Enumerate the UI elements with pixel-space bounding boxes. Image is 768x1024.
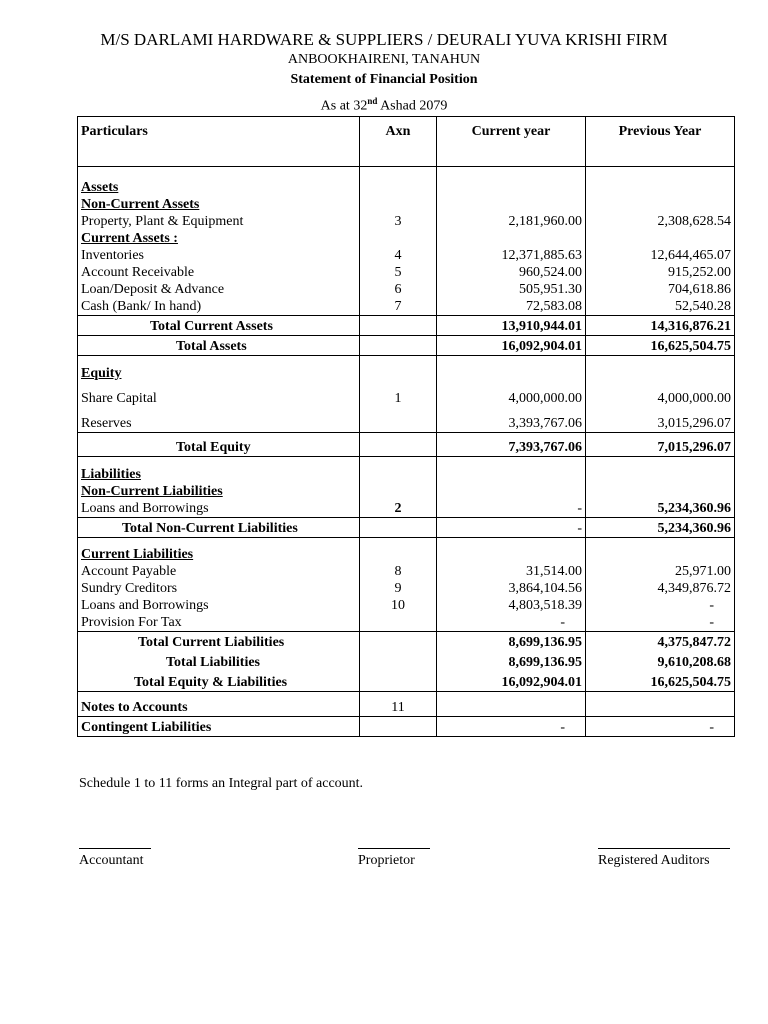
row-current: 4,803,518.39 xyxy=(437,597,586,614)
row-axn: 2 xyxy=(360,500,437,518)
row-current: 505,951.30 xyxy=(437,281,586,298)
signature-label: Accountant xyxy=(79,853,144,868)
total-row xyxy=(78,671,735,691)
row-previous: 3,015,296.07 xyxy=(586,407,735,432)
total-current: 16,092,904.01 xyxy=(437,671,586,691)
total-label: Total Current Liabilities xyxy=(78,631,360,651)
row-current: - xyxy=(437,614,586,632)
row-previous: 4,349,876.72 xyxy=(586,580,735,597)
row-previous: 2,308,628.54 xyxy=(586,213,735,230)
total-current: 8,699,136.95 xyxy=(437,651,586,671)
signature-label: Proprietor xyxy=(358,853,415,868)
row-label: Property, Plant & Equipment xyxy=(78,213,360,230)
statement-title: Statement of Financial Position xyxy=(290,72,478,87)
col-particulars: Particulars xyxy=(78,117,360,167)
total-current: - xyxy=(437,518,586,538)
row-previous: 25,971.00 xyxy=(586,563,735,580)
row-label: Share Capital xyxy=(78,382,360,407)
row-axn: 7 xyxy=(360,298,437,316)
table-row xyxy=(78,483,735,500)
table-row xyxy=(78,382,735,407)
row-current: 31,514.00 xyxy=(437,563,586,580)
table-row xyxy=(78,500,735,518)
total-previous: 16,625,504.75 xyxy=(586,671,735,691)
total-previous: 7,015,296.07 xyxy=(586,432,735,456)
row-current: 2,181,960.00 xyxy=(437,213,586,230)
table-header-row xyxy=(78,117,735,167)
signature-proprietor xyxy=(358,848,430,869)
row-label: Sundry Creditors xyxy=(78,580,360,597)
total-current: 7,393,767.06 xyxy=(437,432,586,456)
table-row xyxy=(78,597,735,614)
row-current: 72,583.08 xyxy=(437,298,586,316)
row-previous: 12,644,465.07 xyxy=(586,247,735,264)
company-name: M/S DARLAMI HARDWARE & SUPPLIERS / DEURALI YUVA KRISHI FIRM xyxy=(100,30,668,49)
total-row xyxy=(78,335,735,355)
schedule-note: Schedule 1 to 11 forms an Integral part of account. xyxy=(79,776,364,791)
total-row xyxy=(78,651,735,671)
notes-label: Notes to Accounts xyxy=(78,691,360,716)
total-label: Total Equity & Liabilities xyxy=(78,671,360,691)
current-assets-heading: Current Assets : xyxy=(78,230,360,247)
row-current: 960,524.00 xyxy=(437,264,586,281)
date-prefix: As at 32 xyxy=(320,98,368,114)
row-previous: 4,000,000.00 xyxy=(586,382,735,407)
row-axn xyxy=(360,614,437,632)
total-current: 13,910,944.01 xyxy=(437,315,586,335)
signature-auditors xyxy=(598,848,730,869)
table-row xyxy=(78,716,735,736)
row-label: Account Receivable xyxy=(78,264,360,281)
total-row xyxy=(78,315,735,335)
contingent-label: Contingent Liabilities xyxy=(78,716,360,736)
row-previous: - xyxy=(586,614,735,632)
total-current: 8,699,136.95 xyxy=(437,631,586,651)
row-label: Cash (Bank/ In hand) xyxy=(78,298,360,316)
liabilities-heading: Liabilities xyxy=(78,456,360,483)
total-previous: 9,610,208.68 xyxy=(586,651,735,671)
total-label: Total Assets xyxy=(78,335,360,355)
row-previous: 704,618.86 xyxy=(586,281,735,298)
signature-label: Registered Auditors xyxy=(598,853,710,868)
row-label: Reserves xyxy=(78,407,360,432)
row-label: Loans and Borrowings xyxy=(78,597,360,614)
total-row xyxy=(78,631,735,651)
table-row xyxy=(78,247,735,264)
table-row xyxy=(78,355,735,382)
assets-heading: Assets xyxy=(78,167,360,196)
total-label: Total Non-Current Liabilities xyxy=(78,518,360,538)
row-previous: 52,540.28 xyxy=(586,298,735,316)
company-address: ANBOOKHAIRENI, TANAHUN xyxy=(287,52,481,67)
current-liabilities-heading: Current Liabilities xyxy=(78,538,360,563)
table-row xyxy=(78,614,735,632)
row-label: Provision For Tax xyxy=(78,614,360,632)
non-current-liabilities-heading: Non-Current Liabilities xyxy=(78,483,360,500)
total-previous: 5,234,360.96 xyxy=(586,518,735,538)
table-row xyxy=(78,230,735,247)
table-row xyxy=(78,407,735,432)
row-axn: 9 xyxy=(360,580,437,597)
row-axn: 3 xyxy=(360,213,437,230)
table-row xyxy=(78,196,735,213)
total-previous: 16,625,504.75 xyxy=(586,335,735,355)
col-previous-year: Previous Year xyxy=(586,117,735,167)
row-current: - xyxy=(437,500,586,518)
table-row xyxy=(78,298,735,316)
table-row xyxy=(78,456,735,483)
total-label: Total Equity xyxy=(78,432,360,456)
row-current: 4,000,000.00 xyxy=(437,382,586,407)
row-axn: 8 xyxy=(360,563,437,580)
table-row xyxy=(78,281,735,298)
table-row xyxy=(78,580,735,597)
statement-date xyxy=(0,96,768,115)
row-axn: 5 xyxy=(360,264,437,281)
row-label: Loans and Borrowings xyxy=(78,500,360,518)
row-axn: 4 xyxy=(360,247,437,264)
row-label: Loan/Deposit & Advance xyxy=(78,281,360,298)
notes-axn: 11 xyxy=(360,691,437,716)
row-current: 3,393,767.06 xyxy=(437,407,586,432)
date-suffix: Ashad 2079 xyxy=(377,98,448,114)
row-previous: 5,234,360.96 xyxy=(586,500,735,518)
table-row xyxy=(78,691,735,716)
row-axn: 1 xyxy=(360,382,437,407)
row-label: Account Payable xyxy=(78,563,360,580)
table-row xyxy=(78,538,735,563)
contingent-current: - xyxy=(437,716,586,736)
col-axn: Axn xyxy=(360,117,437,167)
row-current: 3,864,104.56 xyxy=(437,580,586,597)
total-label: Total Liabilities xyxy=(78,651,360,671)
total-previous: 4,375,847.72 xyxy=(586,631,735,651)
total-row xyxy=(78,518,735,538)
signature-accountant xyxy=(79,848,151,869)
table-row xyxy=(78,563,735,580)
equity-heading: Equity xyxy=(78,355,360,382)
row-axn: 10 xyxy=(360,597,437,614)
row-current: 12,371,885.63 xyxy=(437,247,586,264)
table-row xyxy=(78,264,735,281)
total-label: Total Current Assets xyxy=(78,315,360,335)
table-row xyxy=(78,167,735,196)
row-previous: - xyxy=(586,597,735,614)
total-row xyxy=(78,432,735,456)
row-previous: 915,252.00 xyxy=(586,264,735,281)
row-axn: 6 xyxy=(360,281,437,298)
table-row xyxy=(78,213,735,230)
financial-position-table xyxy=(77,116,735,737)
row-label: Inventories xyxy=(78,247,360,264)
col-current-year: Current year xyxy=(437,117,586,167)
total-current: 16,092,904.01 xyxy=(437,335,586,355)
total-previous: 14,316,876.21 xyxy=(586,315,735,335)
date-superscript: nd xyxy=(367,96,378,106)
non-current-assets-heading: Non-Current Assets xyxy=(78,196,360,213)
contingent-previous: - xyxy=(586,716,735,736)
